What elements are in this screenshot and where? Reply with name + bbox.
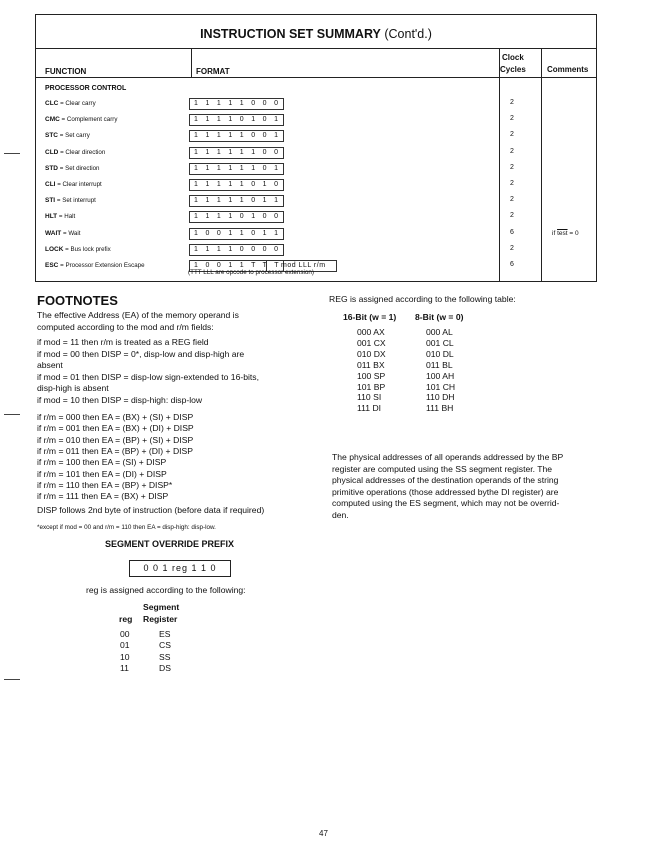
function-cell	[45, 246, 111, 253]
physical-address-line: computed using the ES segment, which may not be overrid-	[332, 498, 560, 509]
header-cycles: Cycles	[500, 65, 526, 74]
reg-assigned: reg is assigned according to the following:	[86, 585, 246, 595]
title-divider	[36, 48, 596, 49]
reg-16bit: 001 CX	[357, 337, 386, 348]
mnemonic: LOCK	[45, 245, 64, 253]
opcode-box-second: mod LLL r/m	[266, 260, 337, 272]
reg-16bit: 000 AX	[357, 327, 385, 337]
except-note: *except if mod = 00 and r/m = 110 then EA = disp-high: disp-low.	[37, 524, 216, 531]
description: = Set interrupt	[56, 197, 96, 205]
reg-8bit-header: 8-Bit (w = 0)	[415, 312, 464, 322]
rm-rule: if r/m = 010 then EA = (BP) + (SI) + DISP	[37, 434, 194, 445]
header-function: FUNCTION	[45, 67, 87, 76]
margin-mark	[4, 153, 20, 154]
rm-rule: if r/m = 011 then EA = (BP) + (DI) + DISP	[37, 445, 194, 456]
opcode-box: 1 1 1 1 0 1 0 0	[189, 211, 284, 223]
clock-cycles: 2	[510, 147, 514, 155]
reg-16bit: 111 DI	[357, 403, 382, 414]
opcode-box: 1 1 1 1 1 1 0 0	[189, 147, 284, 159]
header-comments: Comments	[547, 65, 589, 74]
rm-rule: if r/m = 101 then EA = (DI) + DISP	[37, 468, 167, 479]
opcode-box: 1 1 1 1 1 0 1 0	[189, 179, 284, 191]
col-divider	[191, 48, 192, 77]
segment-register: CS	[159, 640, 171, 651]
footnotes-heading: FOOTNOTES	[37, 293, 118, 308]
register-header: Register	[143, 614, 178, 624]
mod-rule: if mod = 11 then r/m is treated as a REG field	[37, 337, 209, 347]
mod-rule: if mod = 10 then DISP = disp-high: disp-low	[37, 394, 203, 405]
header-divider	[36, 77, 596, 78]
mnemonic: CLI	[45, 181, 56, 188]
segment-reg-code: 11	[120, 662, 129, 673]
header-format: FORMAT	[196, 67, 230, 76]
description: = Clear direction	[60, 148, 106, 156]
mnemonic: CLD	[45, 148, 59, 156]
function-cell	[45, 100, 96, 107]
reg-8bit: 011 BL	[426, 359, 453, 370]
footnote-line: The effective Address (EA) of the memory operand is	[37, 310, 239, 320]
reg-16bit: 100 SP	[357, 370, 386, 381]
rm-rule: if r/m = 110 then EA = (BP) + DISP*	[37, 479, 173, 490]
mnemonic: CMC	[45, 116, 60, 124]
clock-cycles: 2	[510, 196, 514, 204]
clock-cycles: 2	[510, 115, 514, 123]
mod-rule: disp-high is absent	[37, 383, 109, 393]
mnemonic: WAIT	[45, 229, 62, 237]
disp-follows: DISP follows 2nd byte of instruction (before data if required)	[37, 505, 265, 515]
reg-8bit: 110 DH	[426, 392, 455, 403]
clock-cycles: 2	[510, 244, 514, 252]
function-cell	[45, 165, 99, 172]
description: = Clear carry	[60, 100, 96, 107]
function-cell	[45, 197, 96, 204]
physical-address-line: register are computed using the SS segment register. The	[332, 463, 553, 474]
segment-register: ES	[159, 629, 171, 639]
table-title: INSTRUCTION SET SUMMARY (Cont'd.)	[200, 27, 432, 41]
margin-mark	[4, 679, 20, 680]
segment-header: Segment	[143, 602, 180, 612]
clock-cycles: 2	[510, 131, 514, 139]
reg-8bit: 111 BH	[426, 403, 454, 414]
rm-rule: if r/m = 100 then EA = (SI) + DISP	[37, 457, 167, 468]
reg-8bit: 101 CH	[426, 381, 456, 392]
opcode-box: 1 0 0 1 1 0 1 1	[189, 228, 284, 240]
clock-cycles: 6	[510, 228, 514, 236]
clock-cycles: 2	[510, 163, 514, 171]
function-cell	[45, 181, 102, 188]
function-cell	[45, 149, 105, 156]
reg-16bit: 110 SI	[357, 392, 382, 403]
description: = Bus lock prefix	[65, 245, 111, 253]
reg-16bit: 101 BP	[357, 381, 386, 392]
opcode-box: 1 1 1 1 1 0 1 1	[189, 195, 284, 207]
opcode-box: 1 1 1 1 1 0 0 1	[189, 130, 284, 142]
mnemonic: HLT	[45, 213, 58, 221]
footnote-line: computed according to the mod and r/m fields:	[37, 321, 214, 332]
reg-16bit: 010 DX	[357, 348, 386, 359]
mod-rule: if mod = 00 then DISP = 0*, disp-low and disp-high are	[37, 348, 245, 359]
physical-address-line: primitive operations (those addressed bythe DI register) are	[332, 486, 559, 497]
margin-mark	[4, 414, 20, 415]
description: = Wait	[62, 229, 81, 237]
instruction-table	[35, 14, 597, 282]
segment-reg-code: 00	[120, 629, 130, 639]
opcode-box: 1 0 0 1 1 T T T	[189, 260, 284, 272]
function-cell	[45, 230, 80, 237]
esc-note: (TTT LLL are opcode to processor extension)	[188, 269, 315, 276]
reg-8bit: 001 CL	[426, 337, 454, 348]
segment-register: DS	[159, 662, 171, 673]
opcode-box: 1 1 1 1 1 1 0 1	[189, 163, 284, 175]
description: = Set carry	[59, 132, 90, 140]
description: = Complement carry	[61, 116, 118, 124]
segment-override-title: SEGMENT OVERRIDE PREFIX	[105, 539, 235, 549]
function-cell	[45, 132, 90, 139]
clock-cycles: 2	[510, 212, 514, 220]
rm-rule: if r/m = 000 then EA = (BX) + (SI) + DISP	[37, 412, 194, 422]
segment-register: SS	[159, 651, 171, 662]
comment: if test = 0	[552, 229, 579, 237]
segment-reg-code: 10	[120, 651, 130, 662]
function-cell	[45, 262, 145, 269]
opcode-box: 1 1 1 1 0 1 0 1	[189, 114, 284, 126]
reg-8bit: 010 DL	[426, 348, 454, 359]
rm-rule: if r/m = 001 then EA = (BX) + (DI) + DISP	[37, 423, 194, 434]
opcode-box: 1 1 1 1 1 0 0 0	[189, 98, 284, 110]
description: = Set direction	[59, 164, 100, 172]
function-cell	[45, 116, 117, 123]
clock-cycles: 2	[510, 180, 514, 187]
mod-rule: if mod = 01 then DISP = disp-low sign-extended to 16-bits,	[37, 371, 259, 382]
section-title: PROCESSOR CONTROL	[45, 85, 127, 92]
reg-16bit: 011 BX	[357, 359, 385, 370]
col-divider	[541, 48, 542, 281]
col-divider	[499, 48, 500, 281]
rm-rule: if r/m = 111 then EA = (BX) + DISP	[37, 491, 169, 502]
description: = Processor Extension Escape	[60, 262, 145, 269]
mnemonic: STD	[45, 164, 58, 172]
clock-cycles: 6	[510, 261, 514, 268]
reg-8bit: 100 AH	[426, 370, 455, 381]
clock-cycles: 2	[510, 99, 514, 106]
physical-address-line: den.	[332, 510, 349, 520]
segment-prefix-code: 0 0 1 reg 1 1 0	[129, 560, 231, 577]
function-cell	[45, 213, 75, 220]
reg-8bit: 000 AL	[426, 327, 453, 337]
mnemonic: CLC	[45, 100, 59, 107]
segment-reg-code: 01	[120, 640, 130, 651]
reg-header: reg	[119, 614, 133, 624]
header-clock: Clock	[502, 53, 524, 62]
description: = Halt	[58, 213, 76, 221]
mnemonic: STC	[45, 132, 58, 140]
page-number: 47	[319, 829, 328, 838]
mod-rule: absent	[37, 360, 63, 370]
mnemonic: ESC	[45, 262, 59, 269]
opcode-box: 1 1 1 1 0 0 0 0	[189, 244, 284, 256]
physical-address-line: physical addresses of the destination operands of the string	[332, 475, 559, 486]
physical-address-line: The physical addresses of all operands addressed by the BP	[332, 452, 564, 462]
mnemonic: STI	[45, 197, 56, 205]
description: = Clear interrupt	[57, 181, 102, 188]
reg-16bit-header: 16-Bit (w = 1)	[343, 312, 397, 322]
reg-intro: REG is assigned according to the following table:	[329, 294, 516, 304]
